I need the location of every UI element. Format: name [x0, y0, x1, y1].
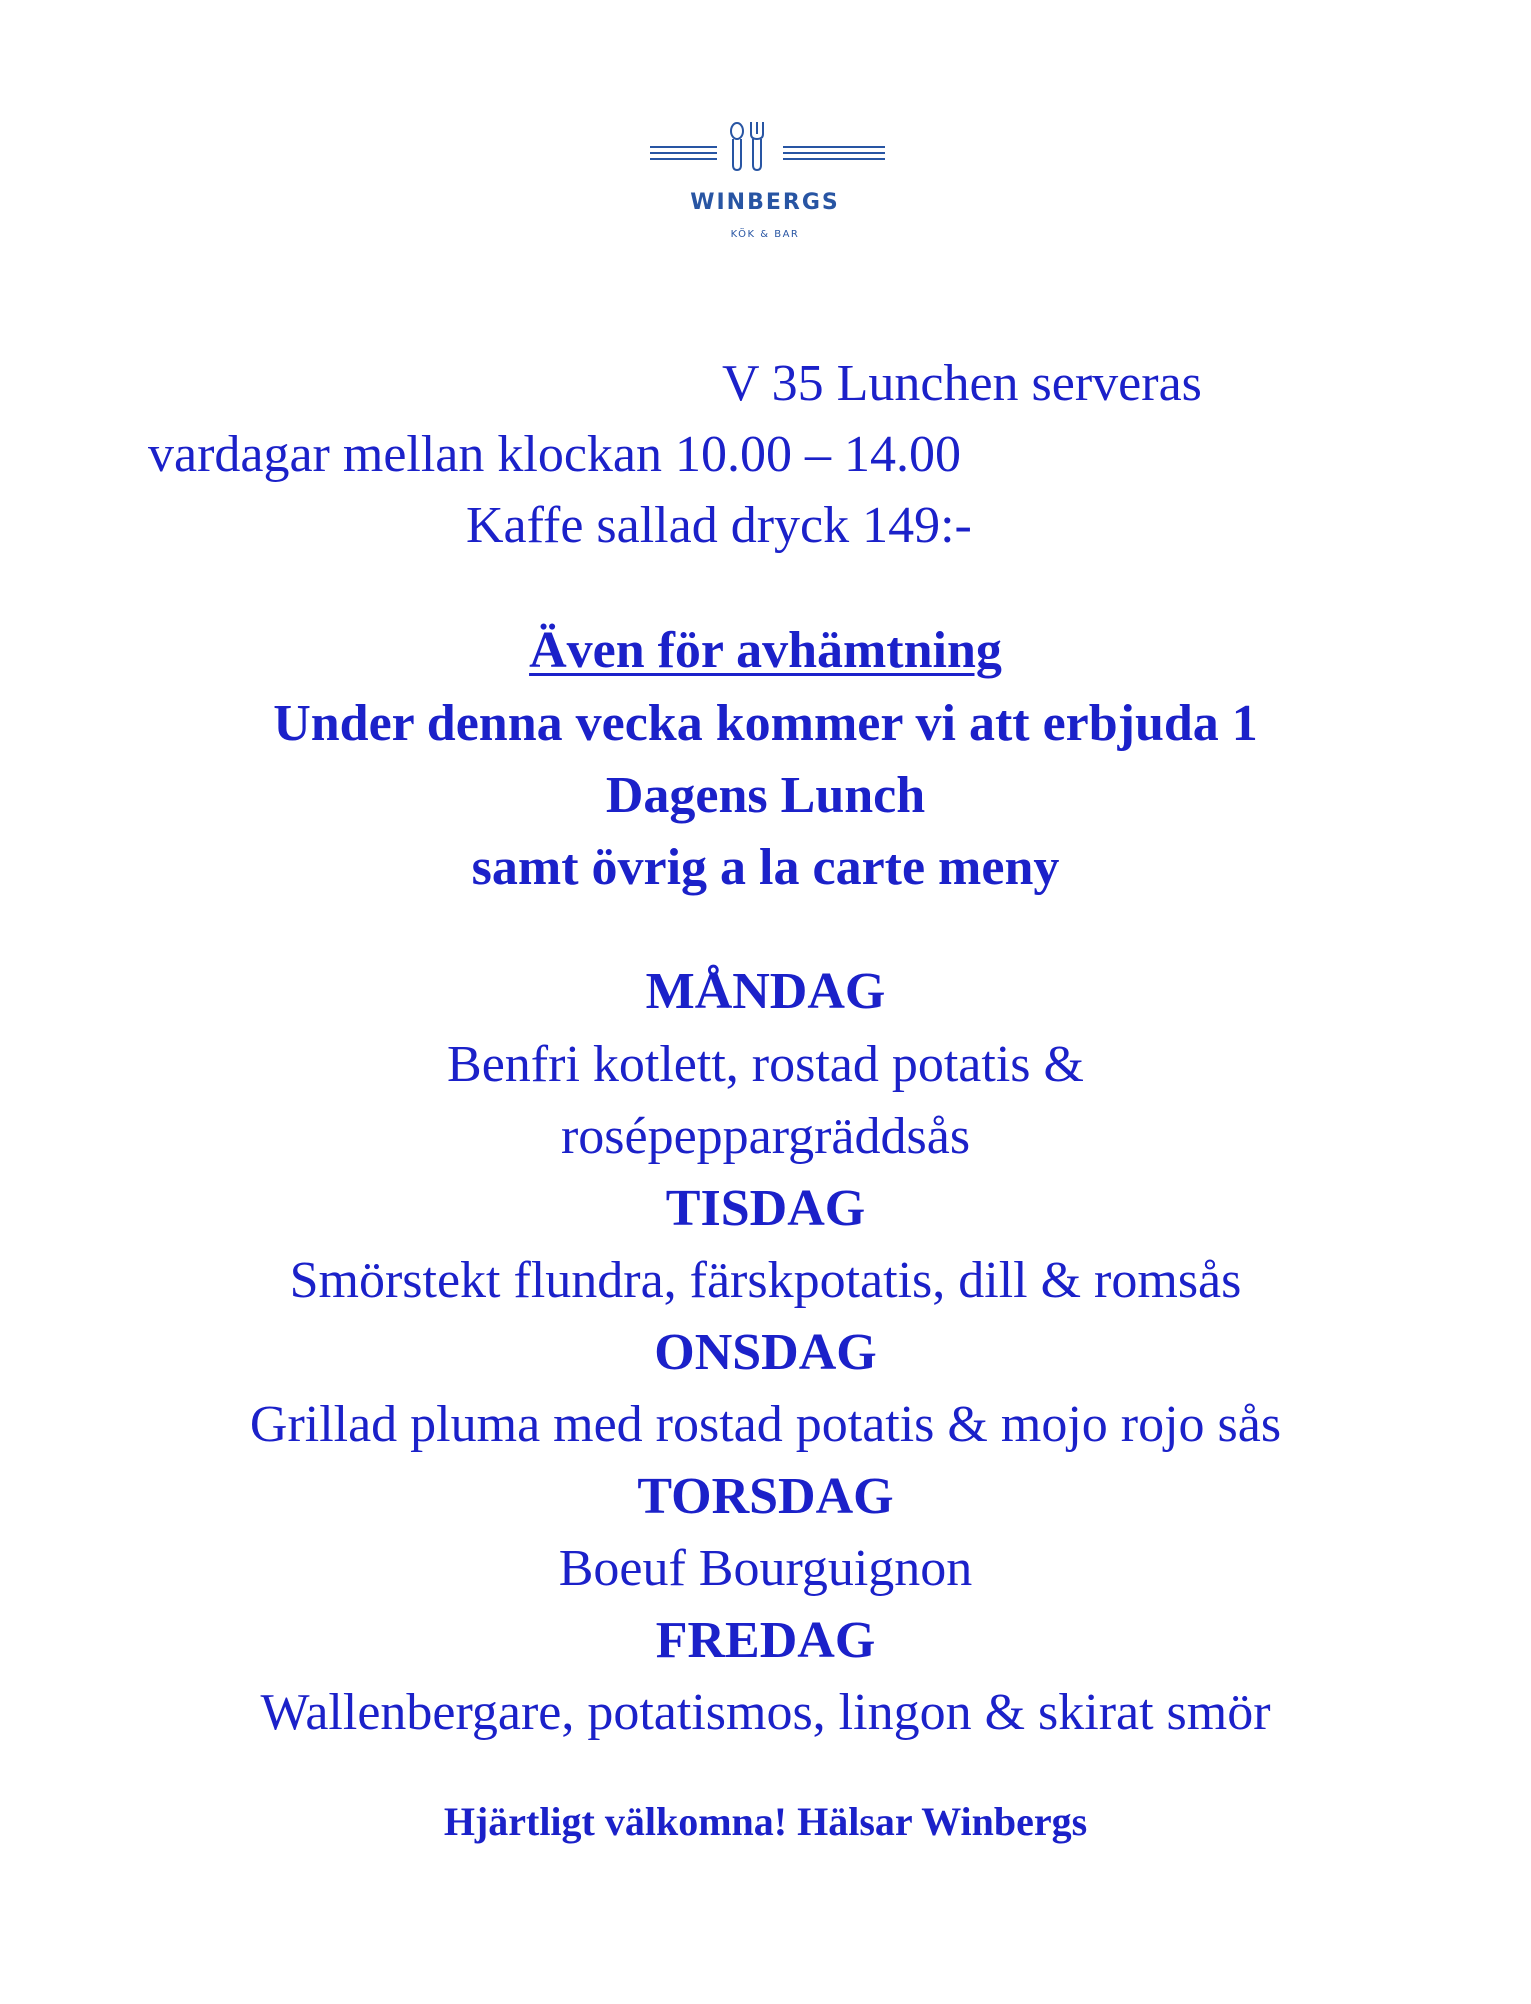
logo-name: WINBERGS — [690, 190, 840, 215]
spoon-fork-icon — [620, 118, 910, 188]
day-monday: MÅNDAG — [645, 963, 886, 1020]
takeaway-heading: Även för avhämtning — [529, 622, 1002, 679]
intro-price-line: Kaffe sallad dryck 149:- — [466, 497, 972, 554]
notice-line-2: Dagens Lunch — [605, 767, 926, 824]
dish-monday-line-1: Benfri kotlett, rostad potatis & — [447, 1036, 1084, 1093]
footer-greeting: Hjärtligt välkomna! Hälsar Winbergs — [443, 1799, 1088, 1844]
logo-subtitle: KÖK & BAR — [730, 229, 800, 240]
intro-hours-line: vardagar mellan klockan 10.00 – 14.00 — [148, 426, 961, 483]
notice-line-3: samt övrig a la carte meny — [471, 839, 1060, 896]
dish-friday: Wallenbergare, potatismos, lingon & skirat smör — [260, 1684, 1271, 1741]
day-friday: FREDAG — [655, 1612, 876, 1669]
day-wednesday: ONSDAG — [654, 1324, 877, 1381]
dish-wednesday: Grillad pluma med rostad potatis & mojo rojo sås — [249, 1396, 1282, 1453]
dish-thursday: Boeuf Bourguignon — [558, 1540, 973, 1597]
intro-week-line: V 35 Lunchen serveras — [722, 355, 1202, 412]
winbergs-logo — [620, 118, 910, 258]
dish-monday-line-2: rosépeppargräddsås — [560, 1108, 971, 1165]
dish-tuesday: Smörstekt flundra, färskpotatis, dill & romsås — [289, 1252, 1242, 1309]
day-thursday: TORSDAG — [637, 1468, 894, 1525]
notice-line-1: Under denna vecka kommer vi att erbjuda 1 — [273, 695, 1258, 752]
day-tuesday: TISDAG — [665, 1180, 866, 1237]
